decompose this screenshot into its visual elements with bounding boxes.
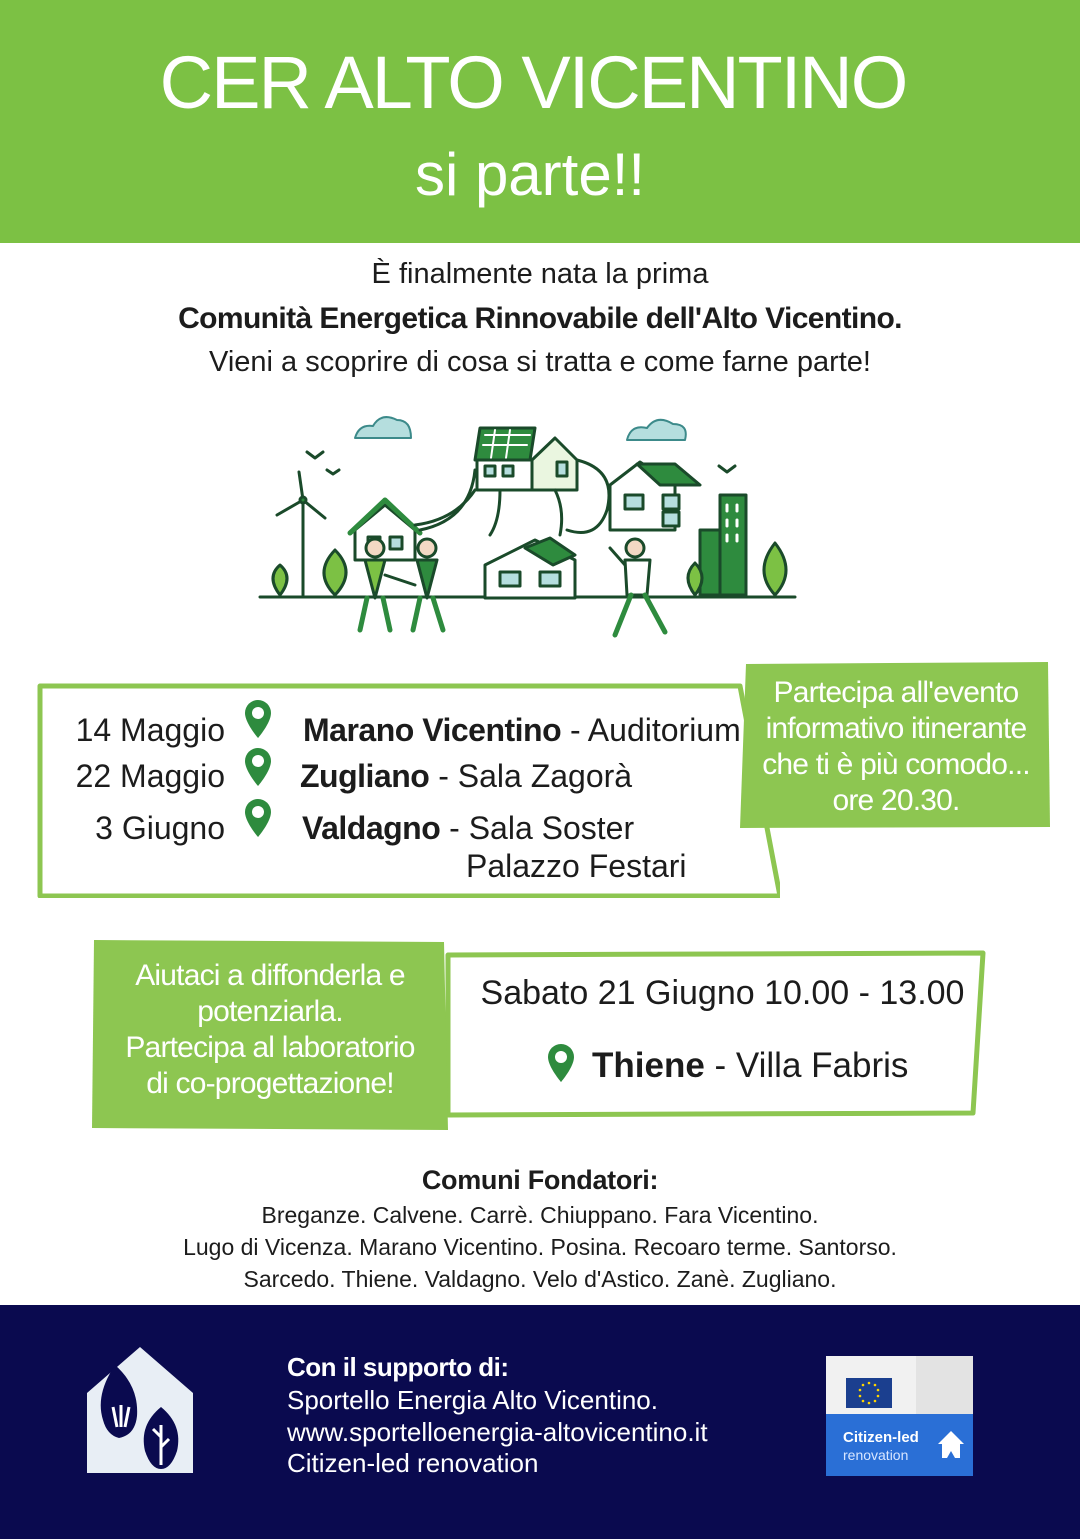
location-pin-icon — [243, 698, 273, 740]
workshop-separator: - — [714, 1046, 727, 1085]
callout-line: Aiutaci a diffonderla e — [135, 959, 405, 992]
callout-line: di co-progettazione! — [146, 1067, 394, 1100]
callout-line: Partecipa all'evento — [773, 676, 1019, 709]
intro-line-3: Vieni a scoprire di cosa si tratta e come farne parte! — [209, 346, 871, 378]
page-subtitle: si parte!! — [414, 141, 646, 208]
event-location — [303, 712, 741, 749]
house-lightbulb-icon — [85, 1345, 195, 1475]
founders-title: Comuni Fondatori: — [421, 1165, 659, 1195]
community-illustration — [255, 400, 800, 645]
event-separator: - — [449, 810, 460, 846]
callout-line: Partecipa al laboratorio — [125, 1031, 415, 1064]
location-pin-icon — [243, 746, 273, 788]
workshop-location — [592, 1046, 908, 1086]
location-pin-icon — [243, 797, 273, 839]
event-venue: Sala Zagorà — [457, 758, 633, 794]
eu-logo-line-1: Citizen-led — [843, 1429, 919, 1446]
workshop-town: Thiene — [592, 1046, 705, 1085]
founders-line-2: Lugo di Vicenza. Marano Vicentino. Posina. Recoaro terme. Santorso. — [183, 1234, 897, 1260]
event-venue: Sala Soster — [468, 810, 635, 846]
event-date: 14 Maggio — [75, 712, 225, 748]
support-line-3: Citizen-led renovation — [287, 1448, 539, 1478]
event-town: Marano Vicentino — [303, 712, 562, 748]
support-title: Con il supporto di: — [287, 1352, 509, 1382]
founders-line-3: Sarcedo. Thiene. Valdagno. Velo d'Astico. Zanè. Zugliano. — [243, 1266, 837, 1292]
location-pin-icon — [546, 1042, 576, 1084]
eu-logo-line-2: renovation — [843, 1447, 909, 1463]
event-date: 22 Maggio — [75, 758, 225, 794]
event-separator: - — [570, 712, 581, 748]
support-website-link[interactable]: www.sportelloenergia-altovicentino.it — [287, 1417, 708, 1447]
callout-line: che ti è più comodo... — [762, 748, 1030, 781]
event-town: Zugliano — [300, 758, 430, 794]
events-callout-text — [748, 675, 1044, 819]
event-venue-line-2: Palazzo Festari — [466, 848, 687, 884]
event-location — [302, 810, 634, 847]
intro-line-2: Comunità Energetica Rinnovabile dell'Alto Vicentino. — [178, 302, 902, 335]
event-venue: Auditorium — [587, 712, 741, 748]
intro-line-1: È finalmente nata la prima — [371, 258, 709, 290]
workshop-callout-text — [100, 958, 440, 1102]
workshop-venue: Villa Fabris — [735, 1046, 909, 1085]
event-town: Valdagno — [302, 810, 441, 846]
page-title: CER ALTO VICENTINO — [159, 41, 907, 124]
support-line-1: Sportello Energia Alto Vicentino. — [287, 1385, 658, 1415]
event-location — [300, 758, 632, 795]
founders-line-1: Breganze. Calvene. Carrè. Chiuppano. Fara Vicentino. — [261, 1202, 819, 1228]
workshop-datetime: Sabato 21 Giugno 10.00 - 13.00 — [480, 974, 965, 1012]
callout-line: potenziarla. — [197, 995, 343, 1028]
event-separator: - — [438, 758, 449, 794]
event-date: 3 Giugno — [95, 810, 225, 846]
callout-line: informativo itinerante — [765, 712, 1027, 745]
callout-line: ore 20.30. — [832, 784, 960, 817]
